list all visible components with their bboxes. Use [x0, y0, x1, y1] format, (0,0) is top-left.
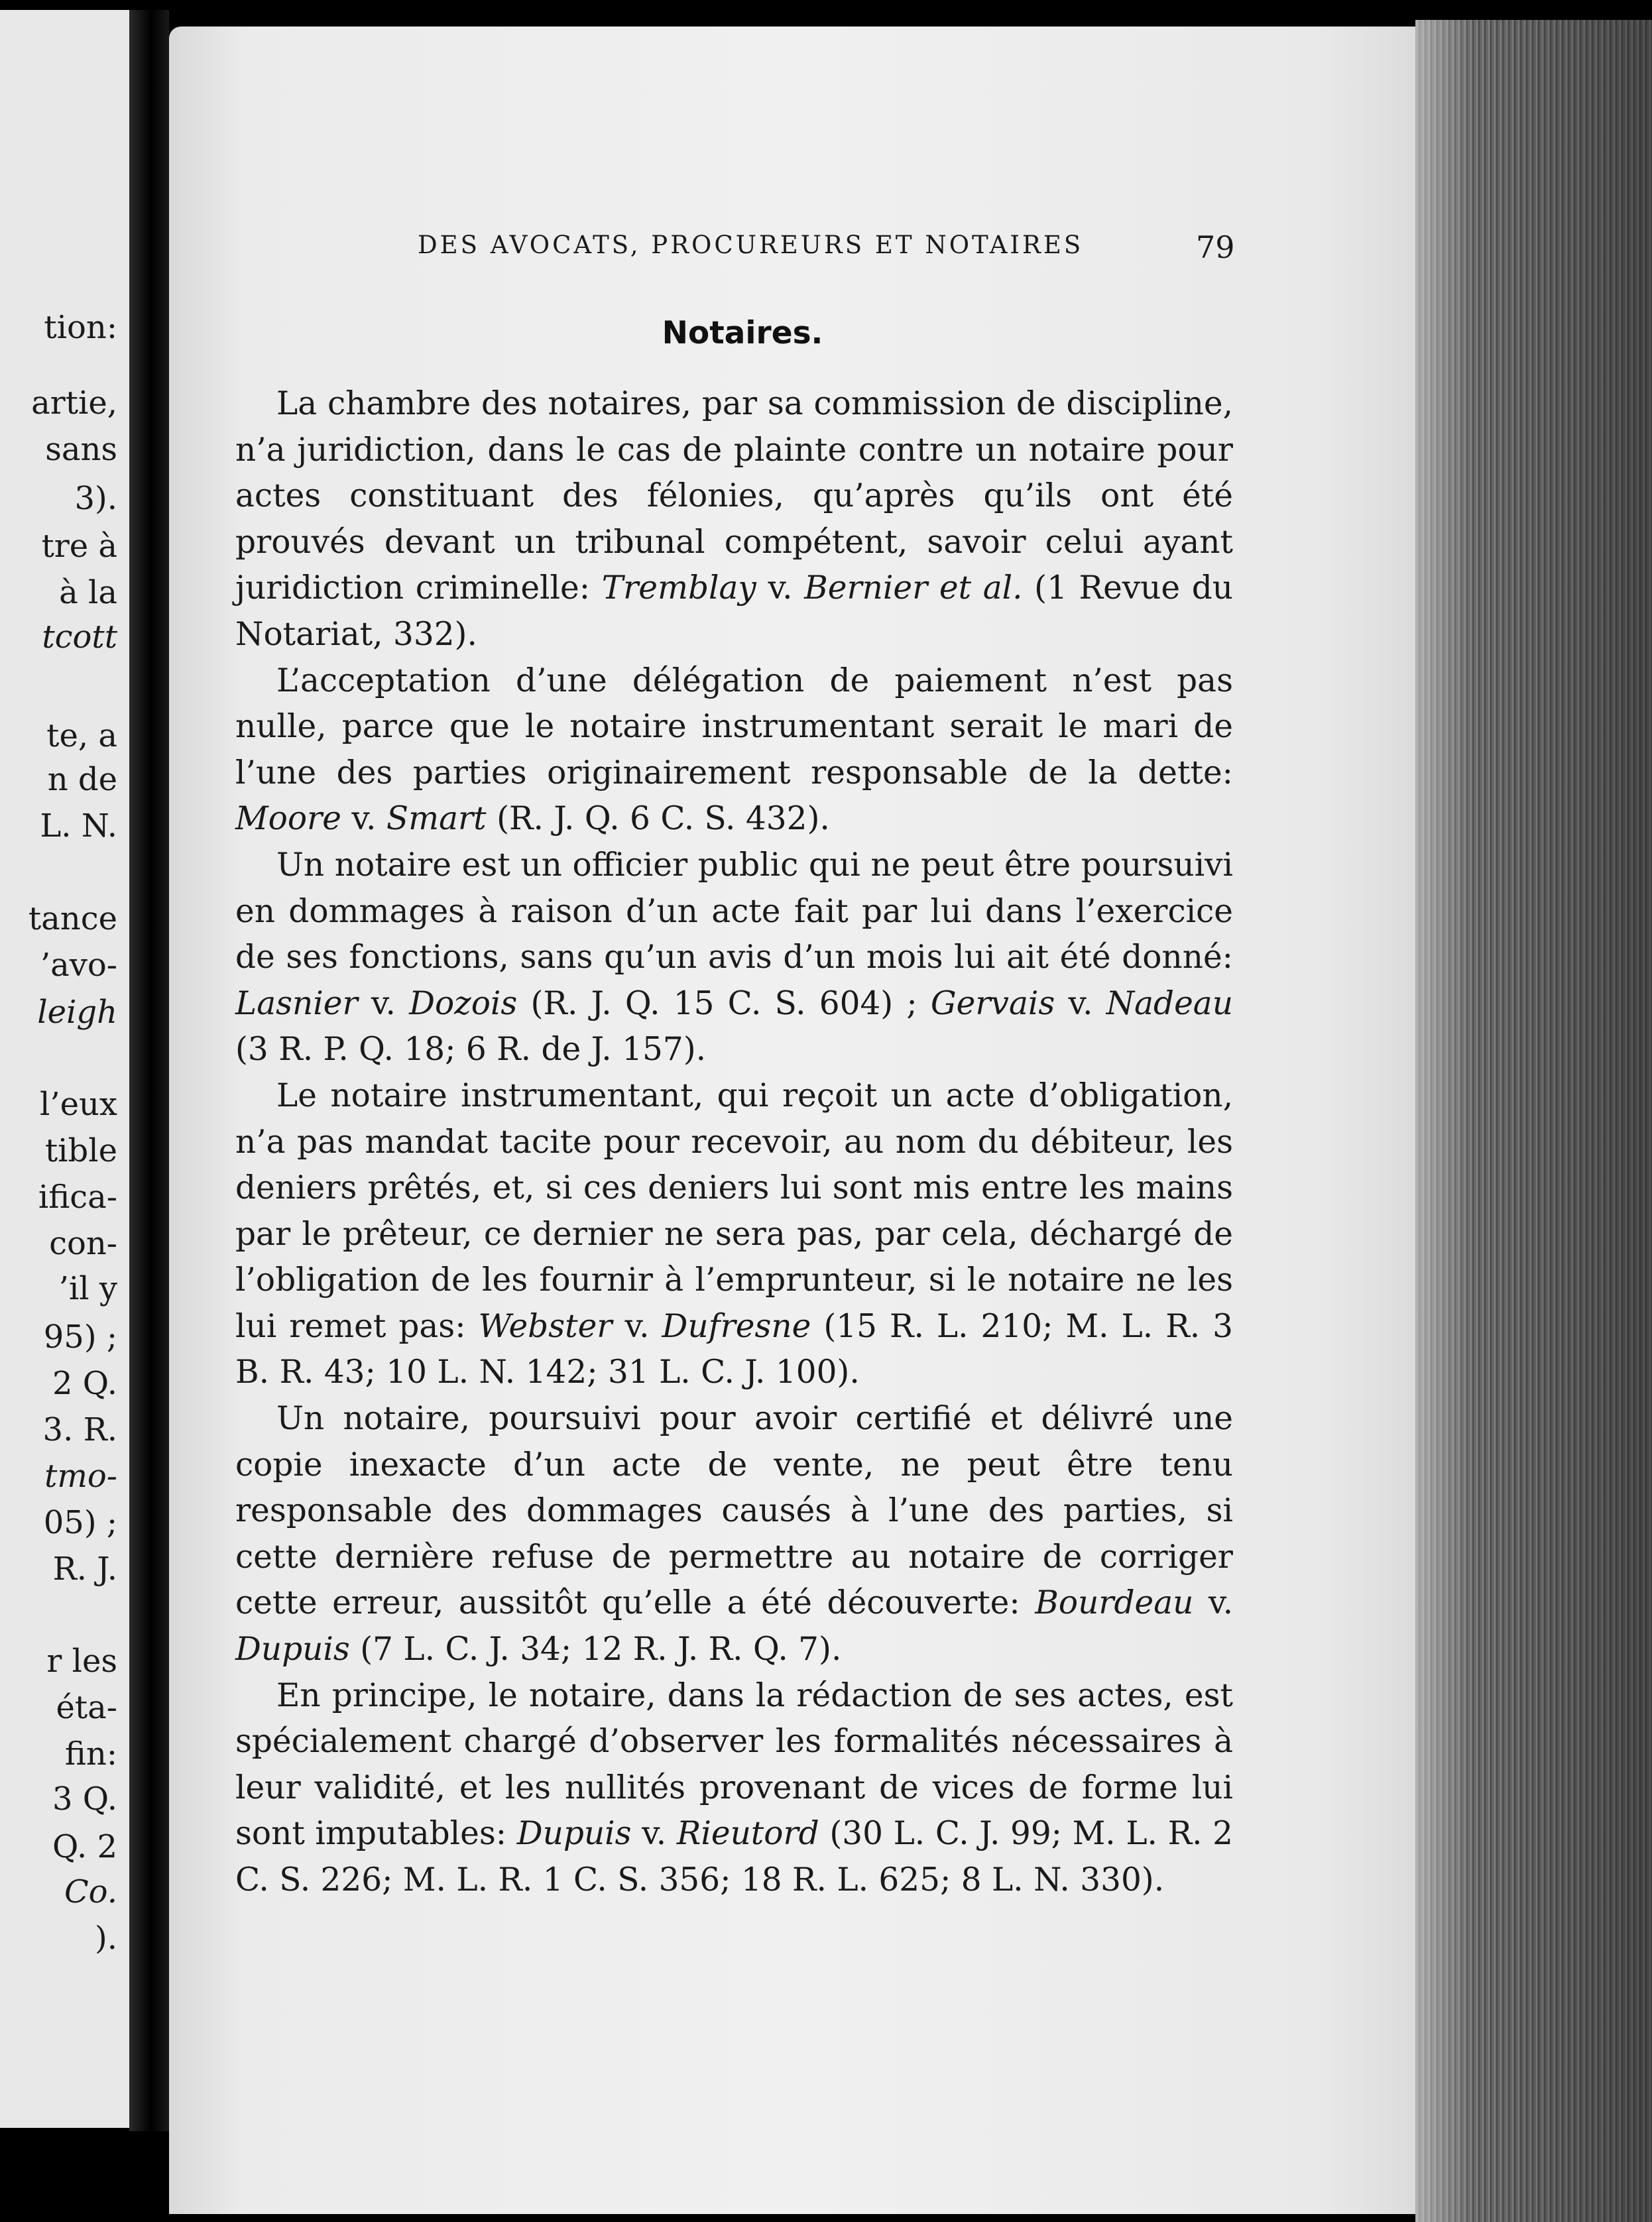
text-run: v.: [357, 984, 410, 1022]
text-run: (3 R. P. Q. 18; 6 R. de J. 157).: [235, 1031, 707, 1069]
case-name: Bourdeau: [1035, 1584, 1194, 1622]
paragraph: [235, 1073, 1233, 1396]
left-page-fragment: Co.: [64, 1873, 117, 1910]
text-run: (1 Revue du Notariat, 332).: [235, 569, 1233, 653]
left-page-fragment: tmo-: [44, 1458, 117, 1495]
paragraph: [235, 843, 1233, 1073]
text-run: v.: [1193, 1584, 1233, 1622]
text-run: En principe, le notaire, dans la rédaction de ses actes, est spécialement chargé d’observer les formalités nécessaires à leur validité, et les nullités provenant de vices de forme lui sont imputables:: [235, 1676, 1233, 1853]
left-page-fragment: tance: [28, 900, 117, 937]
left-page-fragment: tion:: [44, 309, 117, 346]
left-page-fragment: l’eux: [40, 1086, 117, 1123]
left-page-fragment: tible: [44, 1132, 117, 1169]
text-run: v.: [631, 1815, 677, 1853]
left-page-fragment: éta-: [56, 1689, 117, 1726]
paragraph: [235, 658, 1233, 843]
left-page-fragment: con-: [49, 1225, 117, 1262]
left-page-fragment: sans: [45, 431, 117, 468]
text-run: Un notaire est un officier public qui ne peut être poursuivi en dommages à raison d’un acte fait par lui dans l’exercice de ses fonctions, sans qu’un avis d’un mois lui ait été donné:: [235, 846, 1233, 976]
left-page-fragment: 3).: [74, 480, 117, 517]
paragraph: [235, 381, 1233, 658]
case-name: Dupuis: [516, 1815, 632, 1853]
left-page-fragment: 3. R.: [42, 1411, 117, 1448]
case-name: Smart: [386, 800, 487, 838]
left-page-fragment: 2 Q.: [52, 1365, 117, 1402]
text-run: (30 L. C. J. 99; M. L. R. 2 C. S. 226; M. L. R. 1 C. S. 356; 18 R. L. 625; 8 L. N. 330).: [235, 1815, 1233, 1899]
case-name: Nadeau: [1106, 984, 1233, 1022]
left-page-fragment: ’avo-: [40, 947, 117, 984]
case-name: Dozois: [409, 984, 518, 1022]
left-page-fragment: Q. 2: [52, 1828, 117, 1865]
text-run: (R. J. Q. 15 C. S. 604) ;: [517, 984, 931, 1022]
text-run: L’acceptation d’une délégation de paiement n’est pas nulle, parce que le notaire instrumentant serait le mari de l’une des parties originairement responsable de la dette:: [235, 662, 1233, 791]
text-run: v.: [756, 569, 805, 607]
left-page-fragment: artie,: [31, 384, 117, 422]
case-name: Lasnier: [235, 984, 358, 1022]
case-name: Webster: [478, 1307, 613, 1345]
left-page-fragment: n de: [47, 761, 117, 798]
text-run: (R. J. Q. 6 C. S. 432).: [486, 800, 830, 838]
left-page-fragment: ’il y: [58, 1270, 117, 1307]
left-page-fragment: tre à: [41, 528, 117, 565]
text-run: (7 L. C. J. 34; 12 R. J. R. Q. 7).: [349, 1631, 842, 1668]
left-page-fragment: 95) ;: [43, 1318, 117, 1356]
left-page-fragment: R. J.: [52, 1550, 117, 1588]
left-page-fragment: ifica-: [38, 1179, 117, 1216]
body-text: [235, 381, 1233, 1904]
section-title: Notaires.: [662, 315, 823, 351]
case-name: Rieutord: [676, 1815, 819, 1853]
left-page-fragment: te, a: [46, 717, 117, 754]
paragraph: [235, 1673, 1233, 1904]
text-run: v.: [1055, 984, 1106, 1022]
left-page-fragment: r les: [46, 1643, 117, 1680]
text-run: Un notaire, poursuivi pour avoir certifié et délivré une copie inexacte d’un acte de vente, ne peut être tenu responsable des dommages causés à l’une des parties, si cette dernière refuse de permettre au notaire de corriger cette erreur, aussitôt qu’elle a été découverte:: [235, 1400, 1233, 1622]
left-page-fragment: tcott: [42, 618, 117, 656]
text-run: (15 R. L. 210; M. L. R. 3 B. R. 43; 10 L. N. 142; 31 L. C. J. 100).: [235, 1307, 1233, 1391]
left-page-fragment: à la: [59, 574, 117, 611]
case-name: Dufresne: [662, 1307, 811, 1345]
text-run: Le notaire instrumentant, qui reçoit un acte d’obligation, n’a pas mandat tacite pour recevoir, au nom du débiteur, les deniers prêtés, et, si ces deniers lui sont mis entre les mains par le prêteur, ce dernier ne sera pas, par cela, déchargé de l’obligation de les fournir à l’emprunteur, si le notaire ne les lui remet pas:: [235, 1077, 1233, 1345]
left-page-fragment: 3 Q.: [52, 1781, 117, 1818]
text-run: v.: [612, 1307, 662, 1345]
text-run: v.: [341, 800, 386, 838]
case-name: Tremblay: [601, 569, 756, 607]
case-name: Dupuis: [235, 1631, 350, 1668]
running-head: DES AVOCATS, PROCUREURS ET NOTAIRES: [418, 231, 1084, 259]
left-page-fragment: leigh: [37, 994, 117, 1031]
case-name: Bernier et al.: [804, 569, 1023, 607]
left-page-fragment: L. N.: [40, 807, 117, 845]
case-name: Gervais: [930, 984, 1055, 1022]
left-page-fragment: fin:: [64, 1735, 117, 1773]
case-name: Moore: [235, 800, 341, 838]
left-page-fragment: 05) ;: [43, 1504, 117, 1541]
page-number: 79: [1196, 229, 1235, 265]
paragraph: [235, 1396, 1233, 1673]
left-page-fragment: ).: [95, 1920, 117, 1957]
text-run: La chambre des notaires, par sa commission de discipline, n’a juridiction, dans le cas de plainte contre un notaire pour actes constituant des félonies, qu’après qu’ils ont été prouvés devant un tribunal compétent, savoir celui ayant juridiction criminelle:: [235, 385, 1233, 607]
